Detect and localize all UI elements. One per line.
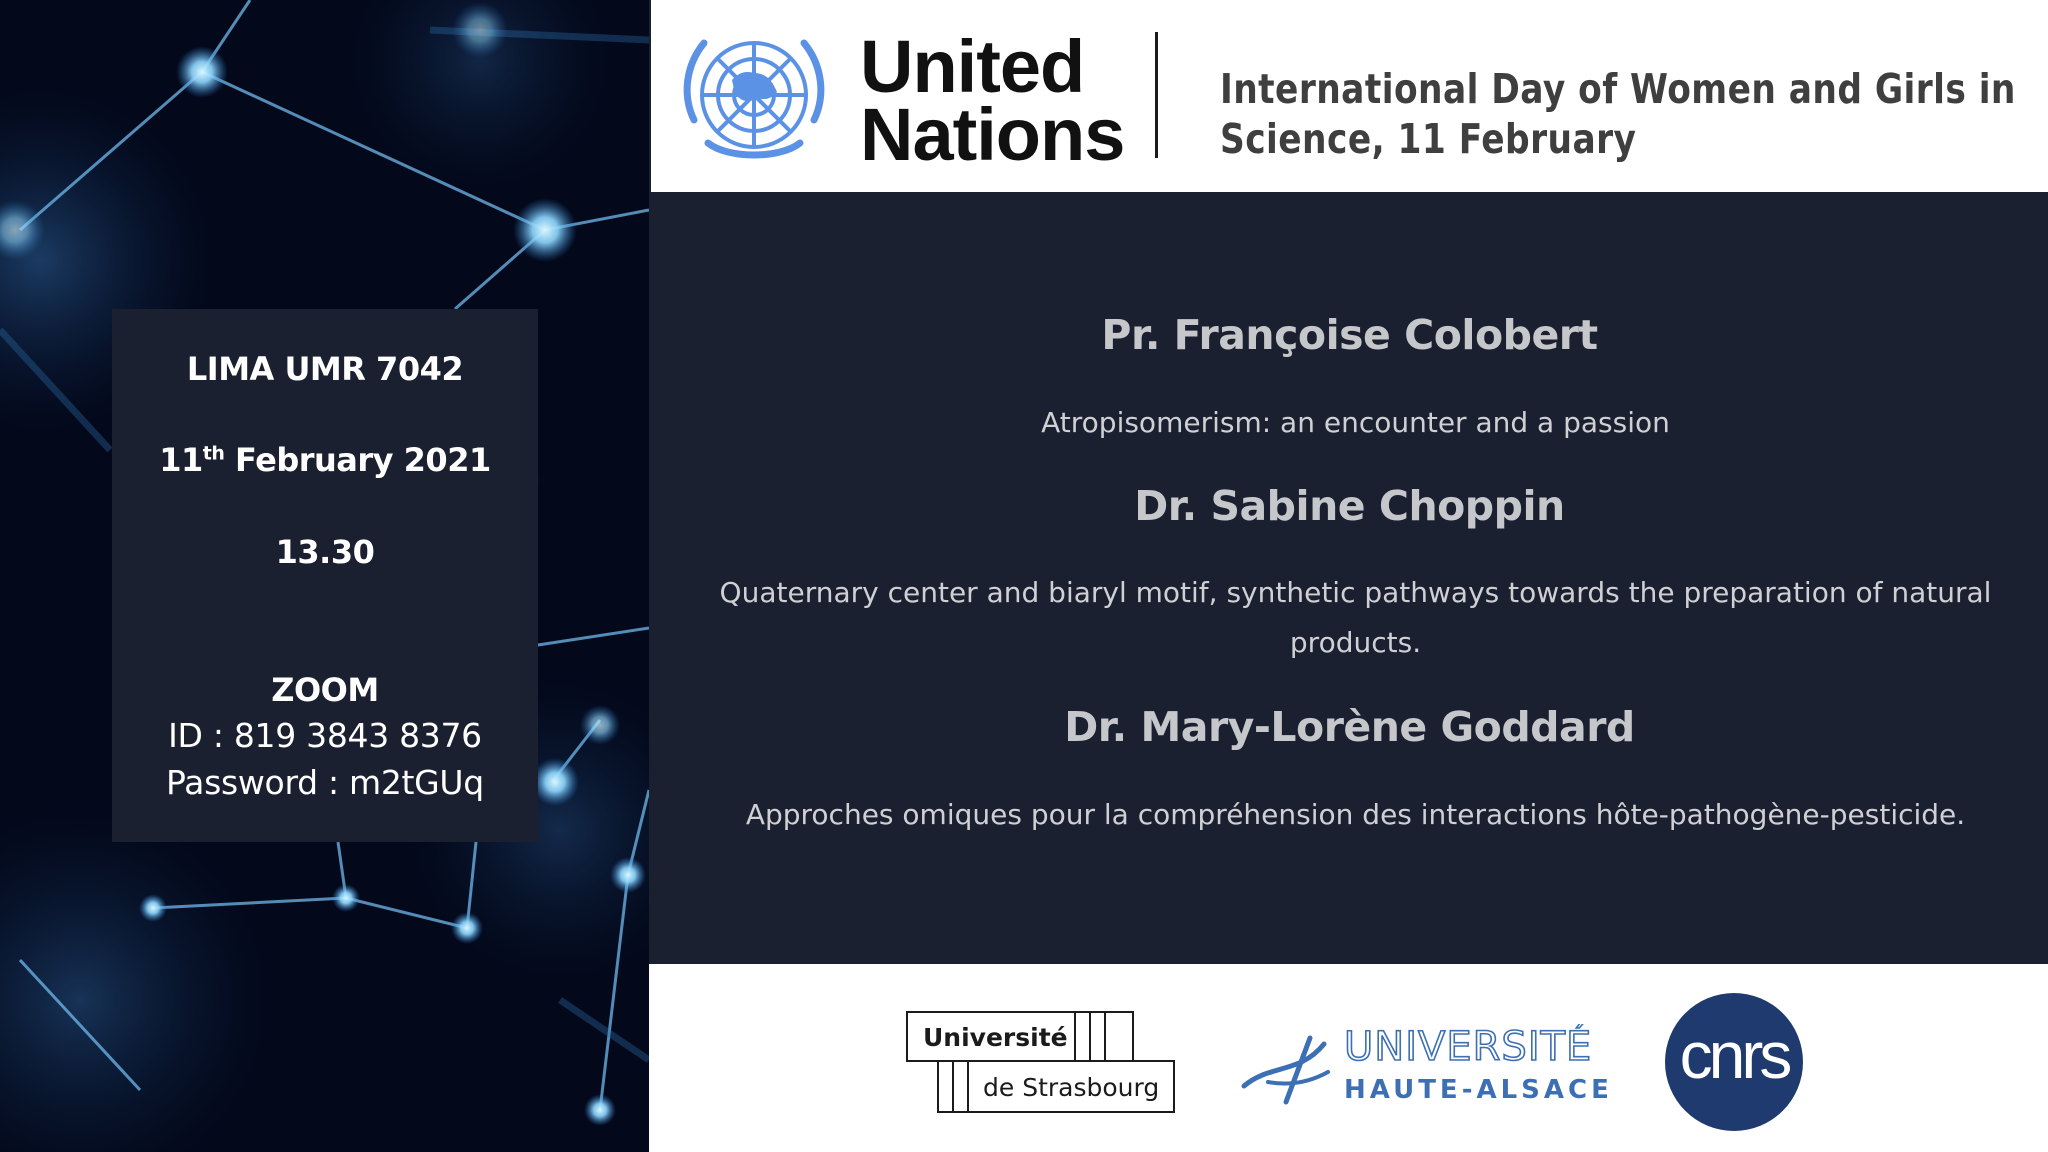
- universite-strasbourg-logo: [905, 1010, 1177, 1115]
- tagline-line2: Science, 11 February: [1220, 115, 1637, 163]
- talk-title: Approches omiques pour la compréhension des interactions hôte-pathogène-pesticide.: [745, 798, 1966, 831]
- strasbourg-line2: de Strasbourg: [983, 1073, 1160, 1102]
- speaker-name: Dr. Sabine Choppin: [1134, 482, 1565, 530]
- talk-title: Atropisomerism: an encounter and a passion: [1041, 406, 1670, 439]
- cnrs-wordmark: cnrs: [1679, 1018, 1789, 1092]
- lab-name: LIMA UMR 7042: [186, 350, 464, 388]
- uha-line2: HAUTE-ALSACE: [1344, 1075, 1613, 1105]
- talk-title: Quaternary center and biaryl motif, synthetic pathways towards the preparation of natural products.: [719, 576, 1992, 659]
- event-info-box: [112, 309, 538, 842]
- un-emblem-icon: [672, 25, 837, 165]
- universite-haute-alsace-logo: [1240, 1024, 1615, 1106]
- event-tagline: [1220, 64, 2016, 164]
- cnrs-logo: [1663, 992, 1805, 1132]
- un-wordmark-line1: United: [860, 25, 1085, 108]
- tagline-line1: International Day of Women and Girls in: [1220, 65, 2016, 113]
- strasbourg-line1: Université: [923, 1023, 1068, 1052]
- event-date: 11th February 2021: [159, 441, 491, 479]
- platform-label: ZOOM: [271, 671, 379, 709]
- header-divider: [1155, 32, 1158, 158]
- speaker-name: Pr. Françoise Colobert: [1101, 311, 1598, 359]
- speaker-name: Dr. Mary-Lorène Goddard: [1064, 703, 1635, 751]
- un-wordmark-line2: Nations: [860, 93, 1125, 176]
- meeting-password: Password : m2tGUq: [166, 763, 484, 802]
- meeting-id: ID : 819 3843 8376: [168, 716, 482, 755]
- event-time: 13.30: [275, 533, 375, 571]
- uha-line1: UNIVERSITÉ: [1344, 1024, 1593, 1070]
